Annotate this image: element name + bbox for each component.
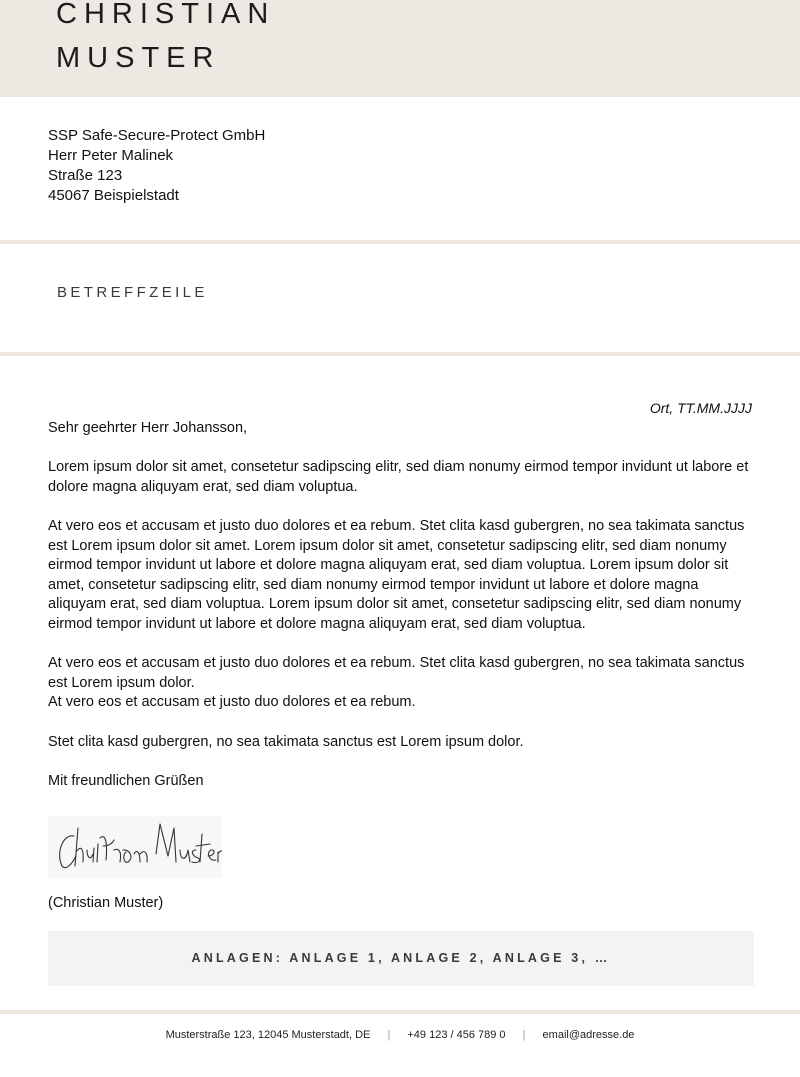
paragraph: Lorem ipsum dolor sit amet, consetetur sadipscing elitr, sed diam nonumy eirmod tempor invidunt ut labore et dolore magna aliquyam erat, sed diam voluptua. <box>48 459 749 495</box>
recipient-company: SSP Safe-Secure-Protect GmbH <box>48 127 266 144</box>
footer-email: email@adresse.de <box>542 1029 635 1041</box>
paragraph: At vero eos et accusam et justo duo dolores et ea rebum. Stet clita kasd gubergren, no sea takimata sanctus est Lorem ipsum dolor sit amet. Lorem ipsum dolor sit amet, consetetur sadipscing elitr, sed diam nonumy eirmod tempor invidunt ut labore et dolore magna aliquyam erat, sed diam voluptua. Lorem ipsum dolor sit amet, consetetur sadipscing elitr, sed diam nonumy eirmod tempor invidunt ut labore et dolore magna aliquyam erat, sed diam voluptua. Lorem ipsum dolor sit amet, consetetur sadipscing elitr, sed diam nonumy eirmod tempor invidunt ut labore et dolore magna aliquyam erat, sed diam voluptua. <box>48 517 745 632</box>
paragraph: Stet clita kasd gubergren, no sea takimata sanctus est Lorem ipsum dolor. <box>48 733 524 750</box>
divider <box>0 352 800 356</box>
recipient-city: 45067 Beispielstadt <box>48 187 179 204</box>
divider <box>0 240 800 244</box>
header-band <box>0 0 800 97</box>
sender-last-name: MUSTER <box>56 42 221 74</box>
recipient-contact: Herr Peter Malinek <box>48 147 174 164</box>
signer-name: (Christian Muster) <box>48 895 164 911</box>
sender-first-name: CHRISTIAN <box>56 0 276 30</box>
footer-separator: | <box>387 1029 391 1041</box>
footer-separator: | <box>522 1029 526 1041</box>
letter-body <box>48 419 760 811</box>
closing: Mit freundlichen Grüßen <box>48 772 204 789</box>
paragraph <box>48 654 760 713</box>
footer-phone: +49 123 / 456 789 0 <box>407 1029 506 1041</box>
paragraph-line: At vero eos et accusam et justo duo dolores et ea rebum. <box>48 694 416 711</box>
handwritten-signature <box>48 816 222 878</box>
subject-line: BETREFFZEILE <box>57 284 208 301</box>
recipient-address <box>48 126 265 206</box>
salutation: Sehr geehrter Herr Johansson, <box>48 420 248 436</box>
place-date: Ort, TT.MM.JJJJ <box>649 400 752 416</box>
footer <box>0 1029 800 1041</box>
recipient-street: Straße 123 <box>48 167 123 184</box>
divider <box>0 1010 800 1014</box>
signature-image <box>48 816 222 878</box>
footer-address: Musterstraße 123, 12045 Musterstadt, DE <box>165 1029 371 1041</box>
attachments-bar: ANLAGEN: ANLAGE 1, ANLAGE 2, ANLAGE 3, … <box>48 931 754 986</box>
paragraph-line: At vero eos et accusam et justo duo dolores et ea rebum. Stet clita kasd gubergren, no sea takimata sanctus est Lorem ipsum dolor. <box>48 655 745 691</box>
